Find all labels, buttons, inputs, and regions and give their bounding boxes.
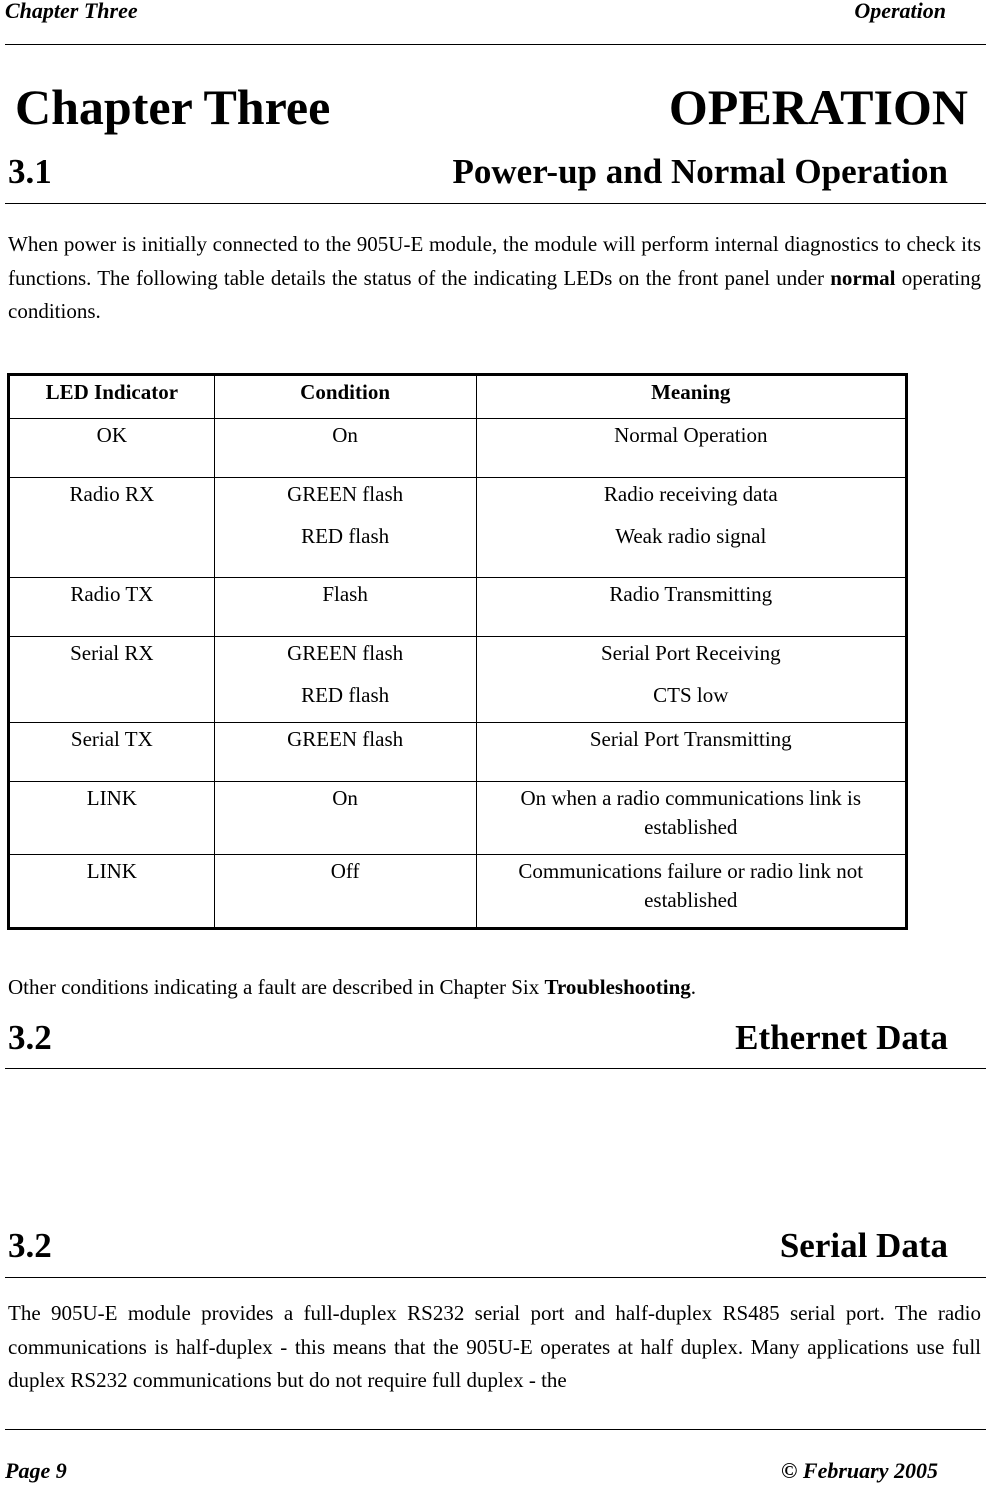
table-row xyxy=(9,478,907,578)
section-number: 3.2 xyxy=(8,1226,52,1265)
cell-meaning xyxy=(476,637,906,723)
fault-reference-end: . xyxy=(690,975,697,999)
header-rule xyxy=(5,44,986,45)
serial-data-paragraph: The 905U-E module provides a full-duplex RS232 serial port and half-duplex RS485 serial port. The radio communications is half-duplex - this means that the 905U-E operates at half duplex. Many applications use full duplex RS232 communications but do not require full duplex - the xyxy=(8,1301,981,1392)
cell-meaning xyxy=(476,478,906,578)
condition-line: GREEN flash xyxy=(287,727,404,751)
footer-rule xyxy=(5,1429,986,1430)
meaning-line: Serial Port Transmitting xyxy=(589,727,792,751)
intro-bold-text: normal xyxy=(830,265,896,290)
column-header-meaning: Meaning xyxy=(476,375,906,419)
meaning-line: Serial Port Receiving xyxy=(600,641,781,665)
condition-line: GREEN flash xyxy=(287,482,404,506)
table-row xyxy=(9,855,907,929)
condition-line: RED flash xyxy=(301,683,390,707)
cell-indicator: Serial TX xyxy=(9,723,215,782)
condition-line: On xyxy=(332,786,358,810)
table-header-row xyxy=(9,375,907,419)
table-row xyxy=(9,578,907,637)
fault-reference-paragraph xyxy=(8,971,981,1005)
section-title: Serial Data xyxy=(779,1226,948,1265)
condition-line: On xyxy=(332,423,358,447)
table-row xyxy=(9,637,907,723)
cell-indicator: OK xyxy=(9,419,215,478)
cell-indicator: Serial RX xyxy=(9,637,215,723)
column-header-indicator: LED Indicator xyxy=(9,375,215,419)
header-chapter-label: Chapter Three xyxy=(5,0,138,23)
cell-meaning xyxy=(476,578,906,637)
led-status-table xyxy=(7,373,908,930)
page-number: Page 9 xyxy=(5,1458,67,1483)
condition-line: Flash xyxy=(322,582,368,606)
meaning-line: Radio receiving data xyxy=(603,482,778,506)
meaning-line: Radio Transmitting xyxy=(609,582,773,606)
running-header xyxy=(5,0,946,28)
section-rule xyxy=(5,1068,986,1069)
condition-line: GREEN flash xyxy=(287,641,404,665)
chapter-name: OPERATION xyxy=(668,79,968,135)
intro-paragraph xyxy=(8,228,981,329)
section-rule xyxy=(5,203,986,204)
troubleshooting-reference: Troubleshooting xyxy=(544,975,691,999)
section-number: 3.1 xyxy=(8,152,52,191)
cell-condition xyxy=(214,723,476,782)
cell-indicator: LINK xyxy=(9,855,215,929)
condition-line: Off xyxy=(330,859,360,883)
meaning-line: On when a radio communications link is established xyxy=(520,786,862,839)
cell-meaning xyxy=(476,723,906,782)
section-heading-ethernet-data xyxy=(8,1018,948,1062)
copyright-date: © February 2005 xyxy=(781,1458,938,1483)
cell-condition xyxy=(214,782,476,855)
section-title: Power-up and Normal Operation xyxy=(452,152,948,191)
running-footer xyxy=(5,1458,938,1486)
table-row xyxy=(9,723,907,782)
intro-text-end: operating conditions. xyxy=(8,265,981,323)
cell-condition xyxy=(214,578,476,637)
cell-indicator: Radio TX xyxy=(9,578,215,637)
cell-meaning xyxy=(476,782,906,855)
cell-meaning xyxy=(476,419,906,478)
chapter-number: Chapter Three xyxy=(15,79,331,135)
meaning-line: Communications failure or radio link not established xyxy=(518,859,864,912)
cell-meaning xyxy=(476,855,906,929)
meaning-line: Weak radio signal xyxy=(615,524,767,548)
cell-indicator: Radio RX xyxy=(9,478,215,578)
meaning-line: Normal Operation xyxy=(614,423,768,447)
section-rule xyxy=(5,1277,986,1278)
table-row xyxy=(9,782,907,855)
section-heading-3-1 xyxy=(8,152,948,196)
header-section-label: Operation xyxy=(854,0,946,23)
section-number: 3.2 xyxy=(8,1018,52,1057)
condition-line: RED flash xyxy=(301,524,390,548)
fault-reference-text: Other conditions indicating a fault are described in Chapter Six xyxy=(8,975,545,999)
intro-text: When power is initially connected to the 905U-E module, the module will perform internal diagnostics to check its functions. The following table details the status of the indicating LEDs on the front panel under xyxy=(8,232,981,290)
cell-condition xyxy=(214,855,476,929)
chapter-title xyxy=(15,78,968,144)
meaning-line: CTS low xyxy=(653,683,729,707)
cell-condition xyxy=(214,478,476,578)
cell-condition xyxy=(214,637,476,723)
cell-condition xyxy=(214,419,476,478)
section-title: Ethernet Data xyxy=(735,1018,948,1057)
column-header-condition: Condition xyxy=(214,375,476,419)
table-row xyxy=(9,419,907,478)
section-heading-serial-data xyxy=(8,1226,948,1270)
cell-indicator: LINK xyxy=(9,782,215,855)
